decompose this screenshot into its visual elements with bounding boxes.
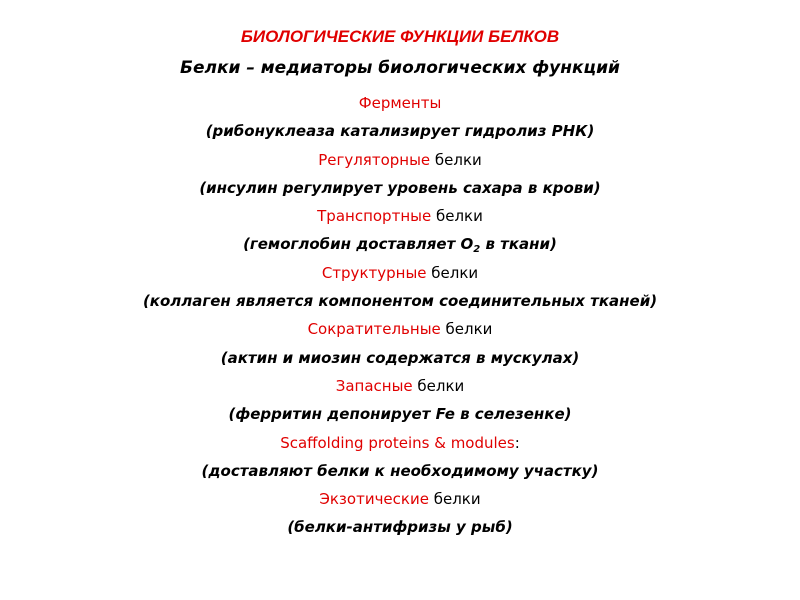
function-heading-regulatory — [0, 150, 800, 178]
function-name: Экзотические — [319, 490, 429, 509]
subscript: 2 — [473, 244, 481, 256]
function-example-structural: (коллаген является компонентом соединительных тканей) — [142, 292, 658, 311]
function-heading-exotic — [0, 489, 800, 517]
function-name: Структурные — [321, 263, 427, 282]
function-example-storage: (ферритин депонирует Fe в селезенке) — [228, 405, 572, 424]
example-text: в ткани) — [480, 235, 557, 254]
function-suffix: белки — [440, 320, 493, 339]
function-heading-transport — [0, 206, 800, 234]
function-suffix: белки — [431, 207, 483, 226]
function-name: Регуляторные — [318, 150, 431, 169]
function-example-regulatory: (инсулин регулирует уровень сахара в крови) — [199, 178, 601, 197]
function-name: Ферменты — [358, 94, 442, 112]
function-example-scaffolding: (доставляют белки к необходимому участку) — [201, 461, 599, 480]
function-heading-scaffolding — [0, 433, 800, 461]
function-heading-storage — [0, 376, 800, 404]
function-example-enzymes: (рибонуклеаза катализирует гидролиз РНК) — [205, 122, 595, 141]
functions-list — [0, 93, 800, 546]
function-suffix: белки — [426, 263, 479, 282]
function-name: Запасные — [335, 376, 413, 395]
function-example-transport — [0, 234, 800, 262]
function-example-contractile: (актин и миозин содержатся в мускулах) — [220, 348, 580, 367]
example-text: (гемоглобин доставляет O — [243, 235, 474, 254]
function-suffix: белки — [428, 490, 481, 509]
function-suffix: белки — [430, 150, 482, 169]
function-heading-contractile — [0, 319, 800, 347]
slide-title: БИОЛОГИЧЕСКИЕ ФУНКЦИИ БЕЛКОВ — [240, 27, 560, 46]
slide-subtitle: Белки – медиаторы биологических функций — [180, 58, 620, 78]
function-suffix: белки — [412, 376, 465, 395]
function-name: Транспортные — [317, 207, 432, 226]
function-heading-structural — [0, 263, 800, 291]
function-suffix: : — [514, 433, 520, 452]
function-name: Scaffolding proteins & modules — [280, 433, 515, 452]
function-example-exotic: (белки-антифризы у рыб) — [287, 518, 513, 537]
function-heading-enzymes — [0, 93, 800, 121]
function-name: Сократительные — [307, 320, 441, 339]
